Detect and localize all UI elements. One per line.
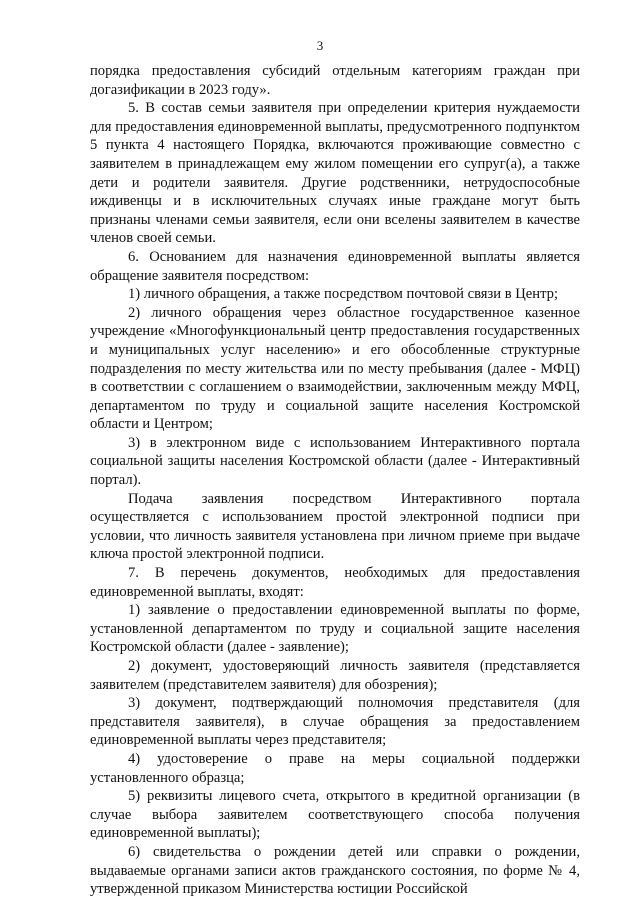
paragraph-item-6: 6. Основанием для назначения единовременной выплаты является обращение заявителя посредством: bbox=[90, 248, 580, 284]
paragraph-item-5: 5. В состав семьи заявителя при определении критерия нуждаемости для предоставления единовременной выплаты, предусмотренного подпунктом 5 пункта 4 настоящего Порядка, включаются проживающие совместно с заявителем в принадлежащем ему жилом помещении его супруг(а), а также дети и родители заявителя. Другие родственники, нетрудоспособные иждивенцы и в исключительных случаях иные граждане могут быть признаны членами семьи заявителя, если они вселены заявителем в качестве членов своей семьи. bbox=[90, 100, 580, 247]
page-number: 3 bbox=[316, 38, 324, 53]
paragraph-continuation: порядка предоставления субсидий отдельным категориям граждан при догазификации в 2023 году». bbox=[90, 63, 580, 98]
subitem-6-2: 2) личного обращения через областное государственное казенное учреждение «Многофункциональный центр предоставления государственных и муниципальных услуг населению» и его обособленные структурные подразделения по месту жительства или по месту пребывания (далее - МФЦ) в соответствии с соглашением о взаимодействии, заключенным между МФЦ, департаментом по труду и социальной защите населения Костромской области и Центром; bbox=[90, 304, 580, 433]
paragraph-submission: Подача заявления посредством Интерактивного портала осуществляется с использованием простой электронной подписи при условии, что личность заявителя установлена при личном приеме при выдаче ключа простой электронной подписи. bbox=[90, 490, 580, 563]
subitem-7-6: 6) свидетельства о рождении детей или справки о рождении, выдаваемые органами записи актов гражданского состояния, по форме № 4, утвержденной приказом Министерства юстиции Российской bbox=[90, 843, 580, 898]
document-body bbox=[90, 62, 580, 899]
subitem-7-5: 5) реквизиты лицевого счета, открытого в кредитной организации (в случае выбора заявителем соответствующего способа получения единовременной выплаты); bbox=[90, 788, 580, 842]
subitem-7-3: 3) документ, подтверждающий полномочия представителя (для представителя заявителя), в случае обращения за предоставлением единовременной выплаты через представителя; bbox=[90, 695, 580, 749]
paragraph-item-7: 7. В перечень документов, необходимых для предоставления единовременной выплаты, входят: bbox=[90, 565, 580, 600]
subitem-6-1: 1) личного обращения, а также посредством почтовой связи в Центр; bbox=[128, 286, 559, 303]
subitem-7-4: 4) удостоверение о праве на меры социальной поддержки установленного образца; bbox=[90, 750, 580, 786]
subitem-6-3: 3) в электронном виде с использованием Интерактивного портала социальной защиты населения Костромской области (далее - Интерактивный портал). bbox=[90, 434, 580, 489]
subitem-7-2: 2) документ, удостоверяющий личность заявителя (представляется заявителем (представителем заявителя) для обозрения); bbox=[90, 658, 580, 693]
subitem-7-1: 1) заявление о предоставлении единовременной выплаты по форме, установленной департаментом по труду и социальной защите населения Костромской области (далее - заявление); bbox=[90, 602, 580, 656]
